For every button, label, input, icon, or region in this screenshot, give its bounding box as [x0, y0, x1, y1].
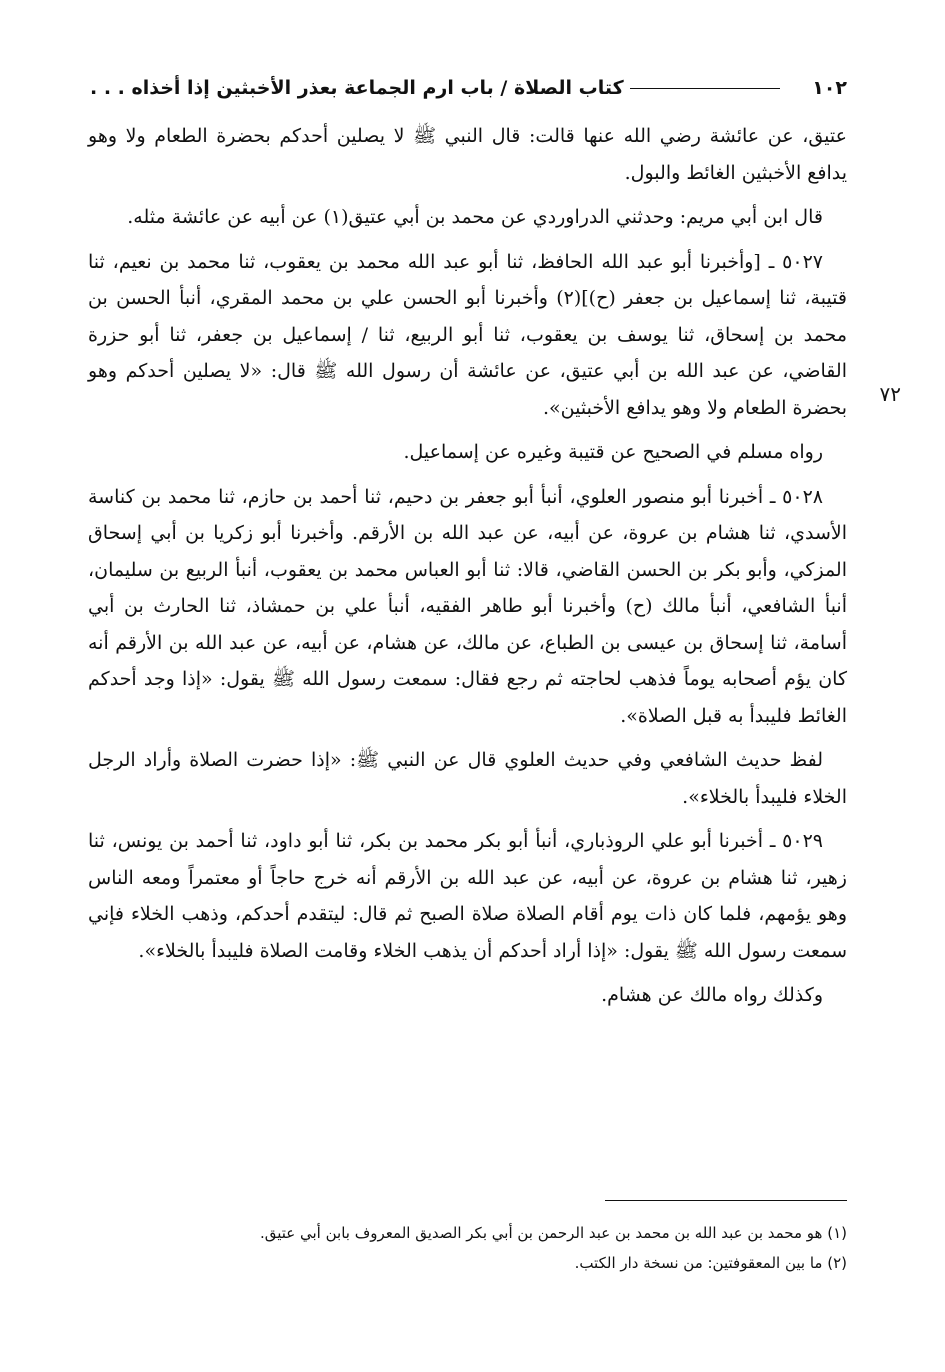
paragraph-malik-note: وكذلك رواه مالك عن هشام. — [601, 984, 823, 1006]
footnote-1: (١) هو محمد بن عبد الله بن محمد بن عبد الرحمن بن أبي بكر الصديق المعروف بابن أبي عتيق. — [259, 1224, 847, 1242]
footnotes — [88, 1218, 847, 1278]
hadith-5027: ٥٠٢٧ ـ [وأخبرنا أبو عبد الله الحافظ، ثنا أبو عبد الله محمد بن يعقوب، ثنا محمد بن نعيم، ثنا قتيبة، ثنا إسماعيل بن جعفر (ح)](٢) وأخبرنا أبو الحسن علي بن محمد المقري، أنبأ الحسن بن محمد بن إسحاق، ثنا يوسف بن يعقوب، ثنا أبو الربيع، ثنا / إسماعيل بن جعفر، ثنا أبو حزرة القاضي، عن عبد الله بن أبي عتيق، عن عائشة أن رسول الله ﷺ قال: «لا يصلين أحدكم وهو بحضرة الطعام ولا وهو يدافع الأخبثين». — [88, 250, 848, 419]
running-title: كتاب الصلاة / باب ارم الجماعة بعذر الأخبثين إذا أخذاه . . . — [90, 77, 624, 99]
footnote-separator — [605, 1200, 847, 1201]
hadith-5029: ٥٠٢٩ ـ أخبرنا أبو علي الروذباري، أنبأ أبو بكر محمد بن بكر، ثنا أبو داود، ثنا أحمد بن يونس، ثنا زهير، ثنا هشام بن عروة، عن أبيه، عن عبد الله بن الأرقم أنه خرج حاجاً أو معتمراً ومعه الناس وهو يؤمهم، فلما كان ذات يوم أقام الصلاة صلاة الصبح ثم قال: ليتقدم أحدكم، وذهب الخلاء فإني سمعت رسول الله ﷺ يقول: «إذا أراد أحدكم أن يذهب الخلاء وقامت الصلاة فليبدأ بالخلاء». — [88, 830, 847, 962]
page-number: ١٠٢ — [812, 77, 847, 99]
running-header — [90, 70, 847, 106]
paragraph-ibn-abi-maryam: قال ابن أبي مريم: وحدثني الدراوردي عن محمد بن أبي عتيق(١) عن أبيه عن عائشة مثله. — [127, 206, 823, 228]
paragraph-continuation: عتيق، عن عائشة رضي الله عنها قالت: قال النبي ﷺ لا يصلين أحدكم بحضرة الطعام ولا وهو يدافع الأخبثين الغائط والبول. — [88, 125, 847, 184]
paragraph-shafii-wording: لفظ حديث الشافعي وفي حديث العلوي قال عن النبي ﷺ: «إذا حضرت الصلاة وأراد الرجل الخلاء فليبدأ بالخلاء». — [88, 749, 847, 808]
paragraph-muslim-note: رواه مسلم في الصحيح عن قتيبة وغيره عن إسماعيل. — [403, 441, 823, 463]
header-rule — [630, 88, 781, 89]
footnote-2: (٢) ما بين المعقوفتين: من نسخة دار الكتب. — [574, 1254, 847, 1272]
margin-page-marker: ٧٢ — [879, 382, 901, 406]
main-text — [88, 118, 847, 1022]
hadith-5028: ٥٠٢٨ ـ أخبرنا أبو منصور العلوي، أنبأ أبو جعفر بن دحيم، ثنا أحمد بن حازم، ثنا محمد بن كناسة الأسدي، ثنا هشام بن عروة، عن أبيه، عن عبد الله بن الأرقم. وأخبرنا أبو زكريا بن أبي إسحاق المزكي، وأبو بكر بن الحسن القاضي، قالا: ثنا أبو العباس محمد بن يعقوب، أنبأ الربيع بن سليمان، أنبأ الشافعي، أنبأ مالك (ح) وأخبرنا أبو طاهر الفقيه، أنبأ علي بن حمشاذ، ثنا الحارث بن أبي أسامة، ثنا إسحاق بن عيسى بن الطباع، عن مالك، عن هشام، عن أبيه، عن عبد الله بن الأرقم أنه كان يؤم أصحابه يوماً فذهب لحاجته ثم رجع فقال: سمعت رسول الله ﷺ يقول: «إذا وجد أحدكم الغائط فليبدأ به قبل الصلاة». — [88, 485, 847, 727]
